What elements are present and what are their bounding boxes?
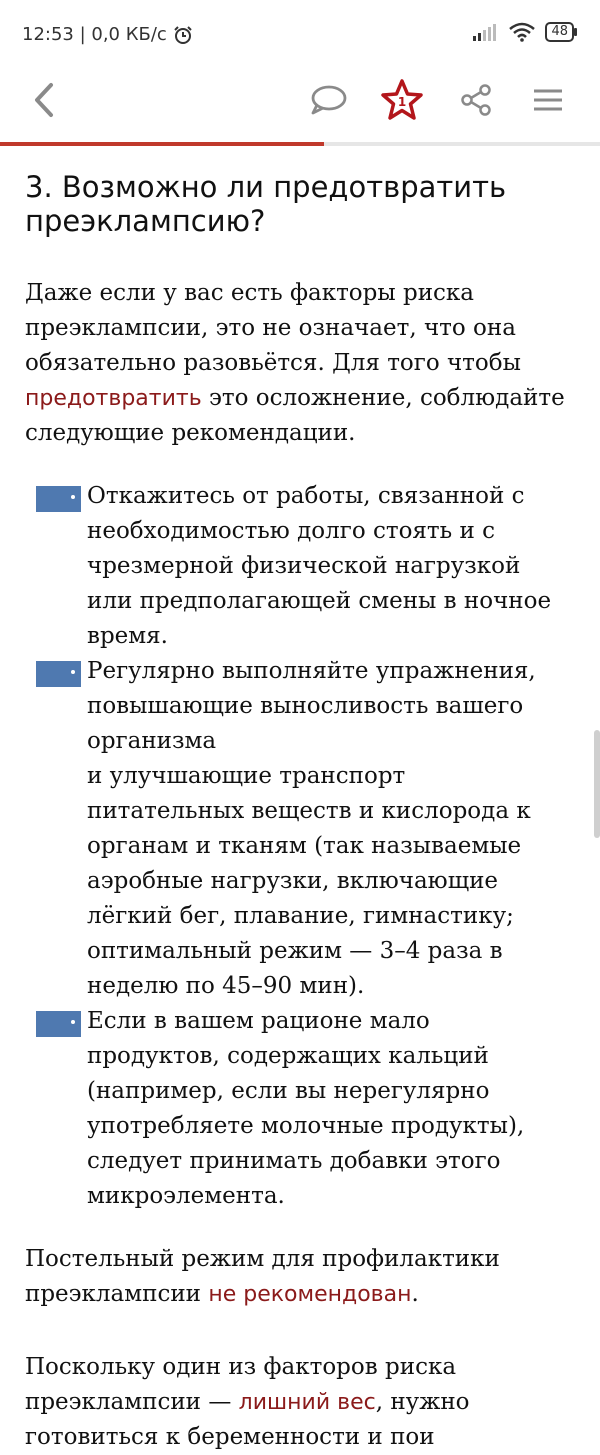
signal-icon	[473, 23, 499, 41]
battery-icon: 48	[545, 22, 574, 42]
comments-button[interactable]	[306, 70, 350, 130]
time-speed: 12:53 | 0,0 КБ/с	[22, 24, 167, 45]
reading-progress-bar	[0, 142, 600, 146]
wifi-icon	[509, 22, 535, 42]
paragraph-text: .	[411, 1281, 419, 1307]
link-prevent[interactable]: предотвратить	[25, 386, 202, 411]
alarm-icon	[173, 25, 193, 45]
bullet-icon	[36, 1011, 81, 1037]
list-item-text: и улучшающие транспорт питательных веществ и кислорода к органам и тканям (так называемые аэробные нагрузки, включающие лёгкий бег, плавание, гимнастику; оптимальный режим — 3–4 раза в неделю по 45–90 мин).	[87, 763, 531, 999]
list-item	[25, 479, 565, 654]
paragraph-text: , нужно готовиться к беременности и пои	[25, 1389, 470, 1450]
reading-progress-fill	[0, 142, 324, 146]
hamburger-menu-icon	[533, 88, 563, 112]
link-not-recommended[interactable]: не рекомендован	[208, 1282, 412, 1307]
paragraph-text: Поскольку один из факторов риска преэклампсии —	[25, 1354, 457, 1415]
list-item-text: Если в вашем рационе мало продуктов, содержащих кальций (например, если вы нерегулярно употребляете молочные продукты), следует принимать добавки этого микроэлемента.	[87, 1008, 525, 1209]
chevron-left-icon	[32, 82, 56, 118]
status-right	[473, 22, 574, 42]
status-bar	[0, 0, 600, 70]
list-item	[25, 1004, 565, 1214]
list-item-text: Откажитесь от работы, связанной с необходимостью долго стоять и с чрезмерной физической нагрузкой или предполагающей смены в ночное время.	[87, 483, 552, 649]
link-excess-weight[interactable]: лишний вес	[238, 1390, 376, 1415]
favorite-button[interactable]	[378, 70, 426, 130]
menu-button[interactable]	[528, 70, 568, 130]
article-content	[25, 165, 565, 1455]
scrollbar-thumb[interactable]	[594, 730, 600, 838]
star-icon	[380, 78, 424, 122]
paragraph-weight	[25, 1350, 565, 1455]
paragraph-bed-rest	[25, 1242, 565, 1312]
paragraph-intro	[25, 276, 565, 451]
paragraph-text: это осложнение, соблюдайте следующие рекомендации.	[25, 385, 565, 446]
list-item	[25, 654, 565, 1004]
section-heading: 3. Возможно ли предотвратить преэклампсию?	[25, 170, 507, 238]
status-left	[22, 24, 193, 45]
recommendations-list	[25, 479, 565, 1214]
share-icon	[459, 83, 493, 117]
favorite-count: 1	[397, 95, 407, 109]
bullet-icon	[36, 661, 81, 687]
paragraph-text: Постельный режим для профилактики преэклампсии	[25, 1246, 500, 1307]
list-item-text: Регулярно выполняйте упражнения, повышающие выносливость вашего организма	[87, 658, 536, 754]
toolbar	[0, 70, 600, 130]
share-button[interactable]	[454, 70, 498, 130]
speech-bubble-icon	[309, 84, 347, 116]
paragraph-text: Даже если у вас есть факторы риска преэклампсии, это не означает, что она обязательно разовьётся. Для того чтобы	[25, 280, 521, 376]
bullet-icon	[36, 486, 81, 512]
back-button[interactable]	[22, 70, 66, 130]
